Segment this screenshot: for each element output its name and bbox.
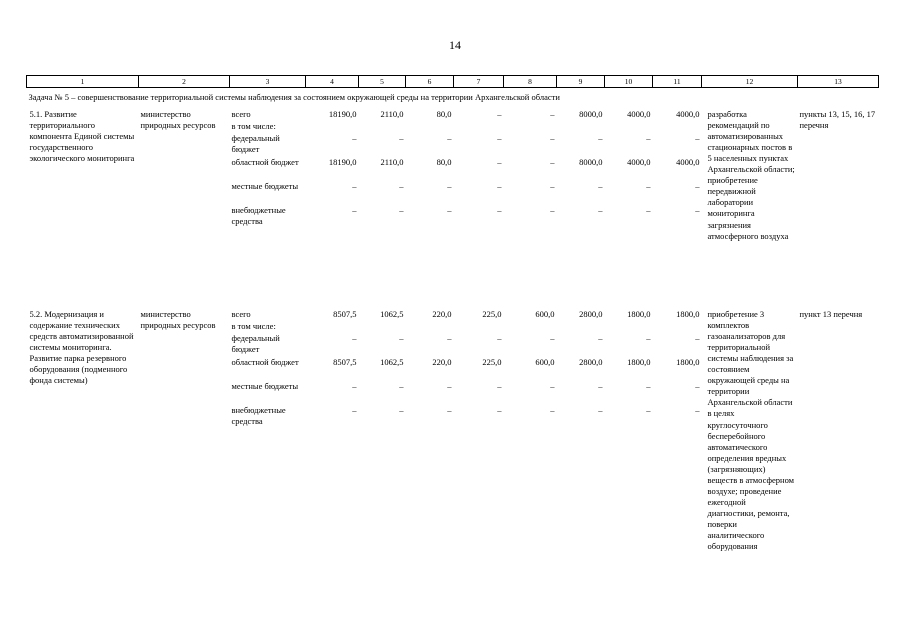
value-cell: – <box>550 405 555 416</box>
column-number: 9 <box>557 76 605 88</box>
column-number: 10 <box>605 76 653 88</box>
value-cell: – <box>447 133 452 144</box>
value-column <box>653 309 702 609</box>
value-cell: 18190,0 <box>328 109 357 120</box>
value-cell: 80,0 <box>436 157 452 168</box>
source-label: всего <box>231 109 251 120</box>
value-cell: – <box>550 333 555 344</box>
list-reference: пункты 13, 15, 16, 17 перечня <box>799 109 876 131</box>
value-column <box>504 309 557 609</box>
expected-result: приобретение 3 комплектов газоанализаторов для территориальной системы наблюдения за состоянием окружающей среды на территории Архангельской области в целях круглосуточного бесперебойного автоматического определения вредных (загрязняющих) веществ в атмосферном воздухе; проведение ежегодной диагностики, ремонта, поверки аналитического оборудования <box>707 309 795 552</box>
value-column <box>454 109 504 309</box>
value-column <box>605 309 653 609</box>
value-cell: 8507,5 <box>333 309 357 320</box>
executor: министерство природных ресурсов <box>140 309 216 331</box>
value-column <box>557 109 605 309</box>
column-number: 3 <box>230 76 306 88</box>
source-label: областной бюджет <box>231 357 299 368</box>
value-cell: – <box>695 205 700 216</box>
value-cell: – <box>497 405 502 416</box>
value-column <box>406 109 454 309</box>
value-column <box>504 109 557 309</box>
value-cell: 2800,0 <box>579 309 603 320</box>
source-label: внебюджетные средства <box>231 405 286 427</box>
value-cell: 4000,0 <box>627 109 651 120</box>
value-cell: – <box>598 205 603 216</box>
value-column <box>306 309 359 609</box>
value-column <box>605 109 653 309</box>
table-row <box>27 109 879 309</box>
value-cell: – <box>352 205 357 216</box>
column-number: 7 <box>454 76 504 88</box>
value-cell: 220,0 <box>432 357 452 368</box>
value-cell: – <box>550 381 555 392</box>
value-cell: – <box>598 333 603 344</box>
value-cell: – <box>646 333 651 344</box>
column-number-row <box>27 76 879 88</box>
value-cell: – <box>352 133 357 144</box>
value-cell: – <box>399 205 404 216</box>
source-label: местные бюджеты <box>231 181 299 192</box>
source-label: федеральный бюджет <box>231 133 280 155</box>
value-cell: – <box>399 181 404 192</box>
value-cell: 2800,0 <box>579 357 603 368</box>
value-cell: 8507,5 <box>333 357 357 368</box>
list-reference: пункт 13 перечня <box>799 309 863 320</box>
expected-result: разработка рекомендаций по автоматизированных стационарных постов в 5 населенных пунктах Архангельской области; приобретение передвижной лаборатории мониторинга загрязнения атмосферного воздуха <box>707 109 795 241</box>
value-cell: – <box>598 181 603 192</box>
value-cell: 1800,0 <box>676 309 700 320</box>
value-cell: – <box>447 333 452 344</box>
value-cell: – <box>695 333 700 344</box>
value-cell: 1800,0 <box>627 309 651 320</box>
value-cell: – <box>497 381 502 392</box>
value-cell: 2110,0 <box>380 109 404 120</box>
source-label: областной бюджет <box>231 157 299 168</box>
column-number: 5 <box>359 76 406 88</box>
value-cell: 8000,0 <box>579 109 603 120</box>
value-cell: 600,0 <box>535 357 555 368</box>
value-cell: – <box>646 405 651 416</box>
value-cell: – <box>447 381 452 392</box>
value-cell: 220,0 <box>432 309 452 320</box>
value-cell: – <box>399 133 404 144</box>
value-cell: – <box>550 109 555 120</box>
value-cell: 4000,0 <box>676 109 700 120</box>
source-label: внебюджетные средства <box>231 205 286 227</box>
column-number: 12 <box>702 76 798 88</box>
value-cell: – <box>646 133 651 144</box>
value-cell: – <box>352 405 357 416</box>
value-cell: – <box>695 181 700 192</box>
value-cell: – <box>399 333 404 344</box>
funding-sources <box>230 309 306 609</box>
column-number: 1 <box>27 76 139 88</box>
source-label: в том числе: <box>231 321 276 332</box>
value-column <box>557 309 605 609</box>
task-row <box>27 88 879 110</box>
value-cell: 1062,5 <box>380 357 404 368</box>
value-cell: – <box>352 333 357 344</box>
value-cell: 1800,0 <box>676 357 700 368</box>
program-table <box>26 75 879 609</box>
value-cell: – <box>598 133 603 144</box>
value-column <box>359 309 406 609</box>
measure-title: 5.1. Развитие территориального компонента Единой системы государственного экологического мониторинга <box>29 109 135 164</box>
value-cell: 1800,0 <box>627 357 651 368</box>
value-cell: – <box>352 181 357 192</box>
value-column <box>306 109 359 309</box>
value-cell: 1062,5 <box>380 309 404 320</box>
source-label: в том числе: <box>231 121 276 132</box>
source-label: местные бюджеты <box>231 381 299 392</box>
value-column <box>406 309 454 609</box>
value-cell: 2110,0 <box>380 157 404 168</box>
value-cell: – <box>497 181 502 192</box>
value-cell: – <box>447 181 452 192</box>
funding-sources <box>230 109 306 309</box>
column-number: 4 <box>306 76 359 88</box>
column-number: 6 <box>406 76 454 88</box>
value-cell: – <box>399 405 404 416</box>
executor: министерство природных ресурсов <box>140 109 216 131</box>
task-title: Задача № 5 – совершенствование территориальной системы наблюдения за состоянием окружающей среды на территории Архангельской области <box>28 92 560 102</box>
value-cell: 4000,0 <box>627 157 651 168</box>
page-number: 14 <box>449 38 461 52</box>
value-cell: – <box>497 133 502 144</box>
column-number: 11 <box>653 76 702 88</box>
value-column <box>653 109 702 309</box>
value-cell: – <box>598 381 603 392</box>
value-cell: – <box>646 205 651 216</box>
value-cell: 80,0 <box>436 109 452 120</box>
value-cell: – <box>646 181 651 192</box>
value-cell: – <box>598 405 603 416</box>
value-cell: 18190,0 <box>328 157 357 168</box>
value-column <box>454 309 504 609</box>
value-cell: – <box>447 405 452 416</box>
value-cell: – <box>550 205 555 216</box>
column-number: 8 <box>504 76 557 88</box>
value-column <box>359 109 406 309</box>
table-row <box>27 309 879 609</box>
value-cell: – <box>695 381 700 392</box>
value-cell: – <box>695 405 700 416</box>
value-cell: – <box>352 381 357 392</box>
source-label: федеральный бюджет <box>231 333 280 355</box>
value-cell: – <box>550 157 555 168</box>
value-cell: – <box>497 157 502 168</box>
value-cell: – <box>497 333 502 344</box>
value-cell: – <box>550 133 555 144</box>
source-label: всего <box>231 309 251 320</box>
value-cell: – <box>399 381 404 392</box>
value-cell: – <box>497 109 502 120</box>
column-number: 13 <box>798 76 879 88</box>
value-cell: – <box>550 181 555 192</box>
column-number: 2 <box>139 76 230 88</box>
value-cell: 225,0 <box>482 309 502 320</box>
value-cell: – <box>497 205 502 216</box>
value-cell: – <box>646 381 651 392</box>
value-cell: 4000,0 <box>676 157 700 168</box>
value-cell: 600,0 <box>535 309 555 320</box>
value-cell: – <box>695 133 700 144</box>
value-cell: 8000,0 <box>579 157 603 168</box>
measure-title: 5.2. Модернизация и содержание технических средств автоматизированной системы мониторинга. Развитие парка резервного оборудования (подменного фонда системы) <box>29 309 134 386</box>
value-cell: – <box>447 205 452 216</box>
value-cell: 225,0 <box>482 357 502 368</box>
